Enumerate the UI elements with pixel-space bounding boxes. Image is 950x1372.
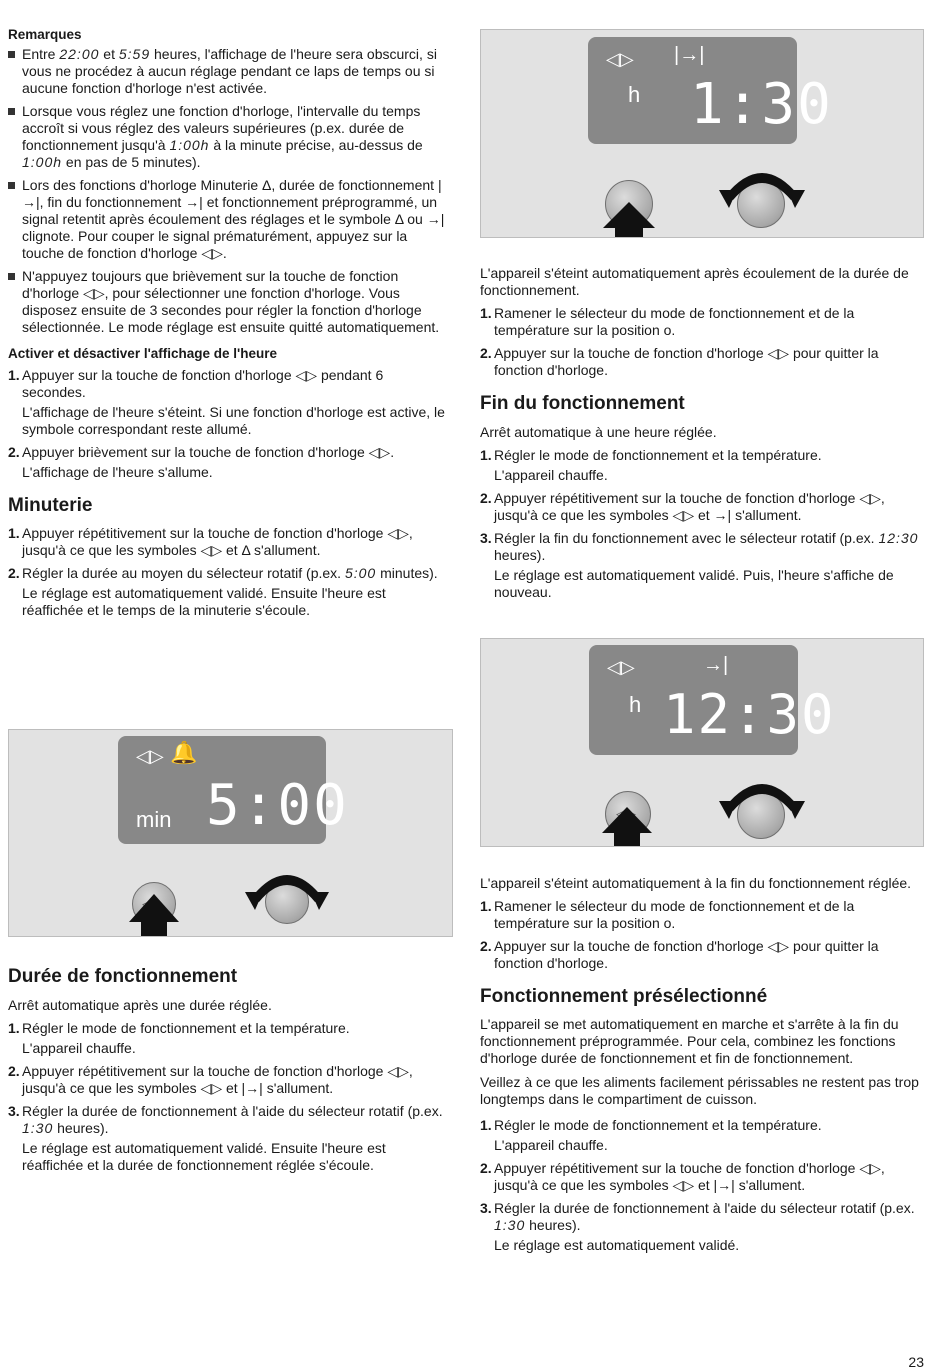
step-note: Le réglage est automatiquement validé. Ensuite l'heure est réaffichée et le temps de la minuterie s'écoule. <box>22 585 386 618</box>
fin-step: 3. Régler la fin du fonctionnement avec le sélecteur rotatif (p.ex. 12:30 heures). Le réglage est automatiquement validé. Puis, l'heure s'affiche de nouveau. <box>480 530 922 601</box>
fin-title: Fin du fonctionnement <box>480 393 685 414</box>
minuterie-step: 1. Appuyer répétitivement sur la touche de fonction d'horloge ◁▷, jusqu'à ce que les symboles ◁▷ et Δ s'allument. <box>8 525 413 558</box>
step-note: Le réglage est automatiquement validé. <box>494 1237 740 1253</box>
clock-function-icon: ◁▷ <box>142 896 162 911</box>
clock-function-icon: ◁▷ <box>607 657 635 677</box>
display-step: 1. Appuyer sur la touche de fonction d'horloge ◁▷ pendant 6 secondes. L'affichage de l'heure s'éteint. Si une fonction d'horloge est active, le symbole correspondant reste allumé. <box>8 367 448 438</box>
duree-step: 1. Régler le mode de fonctionnement et la température. L'appareil chauffe. <box>8 1020 448 1057</box>
minuterie-title: Minuterie <box>8 495 93 516</box>
step-note: L'appareil chauffe. <box>494 1137 608 1153</box>
lcd-unit: h <box>629 692 642 717</box>
lcd-time: 5:00 <box>206 773 349 838</box>
clock-function-icon: ◁▷ <box>136 746 164 766</box>
duration-icon: |→| <box>674 44 705 66</box>
preselect-step: 2. Appuyer répétitivement sur la touche de fonction d'horloge ◁▷, jusqu'à ce que les symboles ◁▷ et |→| s'allument. <box>480 1160 885 1193</box>
remark-item: Entre 22:00 et 5:59 heures, l'affichage de l'heure sera obscurci, si vous ne procédez à aucun réglage pendant ce laps de temps ou si aucune fonction d'horloge n'est activée. <box>8 46 448 97</box>
end-time-icon: →| <box>703 654 729 676</box>
stop-step: 2. Appuyer sur la touche de fonction d'horloge ◁▷ pour quitter la fonction d'horloge. <box>480 345 879 378</box>
step-note: L'affichage de l'heure s'allume. <box>22 464 213 480</box>
auto-off-text: L'appareil s'éteint automatiquement après écoulement de la durée de fonctionnement. <box>480 265 909 298</box>
rotate-arrow-icon <box>245 852 330 910</box>
control-panel-fin <box>480 638 924 847</box>
step-note: L'appareil chauffe. <box>494 467 608 483</box>
lcd-time: 12:30 <box>663 683 836 746</box>
step-note: Le réglage est automatiquement validé. Ensuite l'heure est réaffichée et la durée de fonctionnement réglée s'écoule. <box>22 1140 386 1173</box>
preselect-title: Fonctionnement présélectionné <box>480 986 768 1007</box>
step-note: Le réglage est automatiquement validé. Puis, l'heure s'affiche de nouveau. <box>494 567 894 600</box>
preselect-paragraph: Veillez à ce que les aliments facilement périssables ne restent pas trop longtemps dans le compartiment de cuisson. <box>480 1074 919 1107</box>
bell-icon: 🔔 <box>170 740 198 765</box>
duree-section <box>8 966 448 1174</box>
display-section-title: Activer et désactiver l'affichage de l'heure <box>8 346 278 361</box>
duree-intro: Arrêt automatique après une durée réglée. <box>8 997 272 1013</box>
lcd-unit: min <box>136 807 172 832</box>
clock-function-icon: ◁▷ <box>616 806 636 821</box>
lcd-display <box>118 736 349 844</box>
duree-step: 2. Appuyer répétitivement sur la touche de fonction d'horloge ◁▷, jusqu'à ce que les symboles ◁▷ et |→| s'allument. <box>8 1063 413 1096</box>
lcd-time: 1:30 <box>690 72 833 137</box>
remarks-title: Remarques <box>8 27 82 42</box>
duree-title: Durée de fonctionnement <box>8 966 238 987</box>
press-arrow-icon <box>129 894 179 922</box>
preselect-step: 3. Régler la durée de fonctionnement à l'aide du sélecteur rotatif (p.ex. 1:30 heures). Le réglage est automatiquement validé. <box>480 1200 922 1254</box>
preselect-paragraph: L'appareil se met automatiquement en marche et s'arrête à la fin du fonctionnement préprogrammée. Pour cela, combinez les fonctions d'horloge durée de fonctionnement et fin de fonctionnement. <box>480 1016 899 1066</box>
display-step: 2. Appuyer brièvement sur la touche de fonction d'horloge ◁▷. L'affichage de l'heure s'allume. <box>8 444 448 481</box>
lcd-display <box>588 37 833 144</box>
fin-step: 2. Appuyer répétitivement sur la touche de fonction d'horloge ◁▷, jusqu'à ce que les symboles ◁▷ et →| s'allument. <box>480 490 885 523</box>
auto-off-text: L'appareil s'éteint automatiquement à la fin du fonctionnement réglée. <box>480 875 912 891</box>
left-column <box>8 26 448 619</box>
fin-intro: Arrêt automatique à une heure réglée. <box>480 424 717 440</box>
page-number: 23 <box>908 1354 924 1370</box>
step-note: L'appareil chauffe. <box>22 1040 136 1056</box>
remark-item: N'appuyez toujours que brièvement sur la touche de fonction d'horloge ◁▷, pour sélectionner une fonction d'horloge. Vous disposez ensuite de 3 secondes pour régler la fonction d'horloge sélectionnée. Le mode réglage est ensuite quitté automatiquement. <box>8 268 448 336</box>
right-column-bottom <box>480 875 922 1254</box>
step-note: L'affichage de l'heure s'éteint. Si une fonction d'horloge est active, le symbole correspondant reste allumé. <box>22 404 445 437</box>
lcd-display <box>589 645 836 755</box>
stop-step: 1. Ramener le sélecteur du mode de fonctionnement et de la température sur la position o. <box>480 898 855 931</box>
stop-step: 1. Ramener le sélecteur du mode de fonctionnement et de la température sur la position o. <box>480 305 855 338</box>
control-panel-duree <box>480 29 924 238</box>
preselect-step: 1. Régler le mode de fonctionnement et la température. L'appareil chauffe. <box>480 1117 922 1154</box>
remark-item: Lors des fonctions d'horloge Minuterie Δ, durée de fonctionnement |→|, fin du fonctionnement →| et fonctionnement préprogrammé, un signal retentit après écoulement des réglages et le symbole Δ ou →| clignote. Pour couper le signal prématurément, appuyez sur la touche de fonction d'horloge ◁▷. <box>8 177 448 262</box>
stop-step: 2. Appuyer sur la touche de fonction d'horloge ◁▷ pour quitter la fonction d'horloge. <box>480 938 879 971</box>
right-column-top <box>480 265 922 601</box>
minuterie-step: 2. Régler la durée au moyen du sélecteur rotatif (p.ex. 5:00 minutes). Le réglage est automatiquement validé. Ensuite l'heure est réaffichée et le temps de la minuterie s'écoule. <box>8 565 448 619</box>
clock-function-icon: ◁▷ <box>606 49 634 69</box>
lcd-unit: h <box>628 82 641 107</box>
control-panel-minuterie <box>8 729 453 937</box>
fin-step: 1. Régler le mode de fonctionnement et la température. L'appareil chauffe. <box>480 447 922 484</box>
press-arrow-icon <box>602 807 652 833</box>
duree-step: 3. Régler la durée de fonctionnement à l'aide du sélecteur rotatif (p.ex. 1:30 heures). Le réglage est automatiquement validé. Ensuite l'heure est réaffichée et la durée de fonctionnement réglée s'écoule. <box>8 1103 448 1174</box>
rotate-arrow-icon <box>719 761 805 819</box>
press-arrow-icon <box>603 202 655 228</box>
rotate-arrow-icon <box>719 150 805 208</box>
remark-item: Lorsque vous réglez une fonction d'horloge, l'intervalle du temps accroît si vous réglez des valeurs supérieures (p.ex. durée de fonctionnement jusqu'à 1:00h à la minute précise, au-dessus de 1:00h en pas de 5 minutes). <box>8 103 448 171</box>
